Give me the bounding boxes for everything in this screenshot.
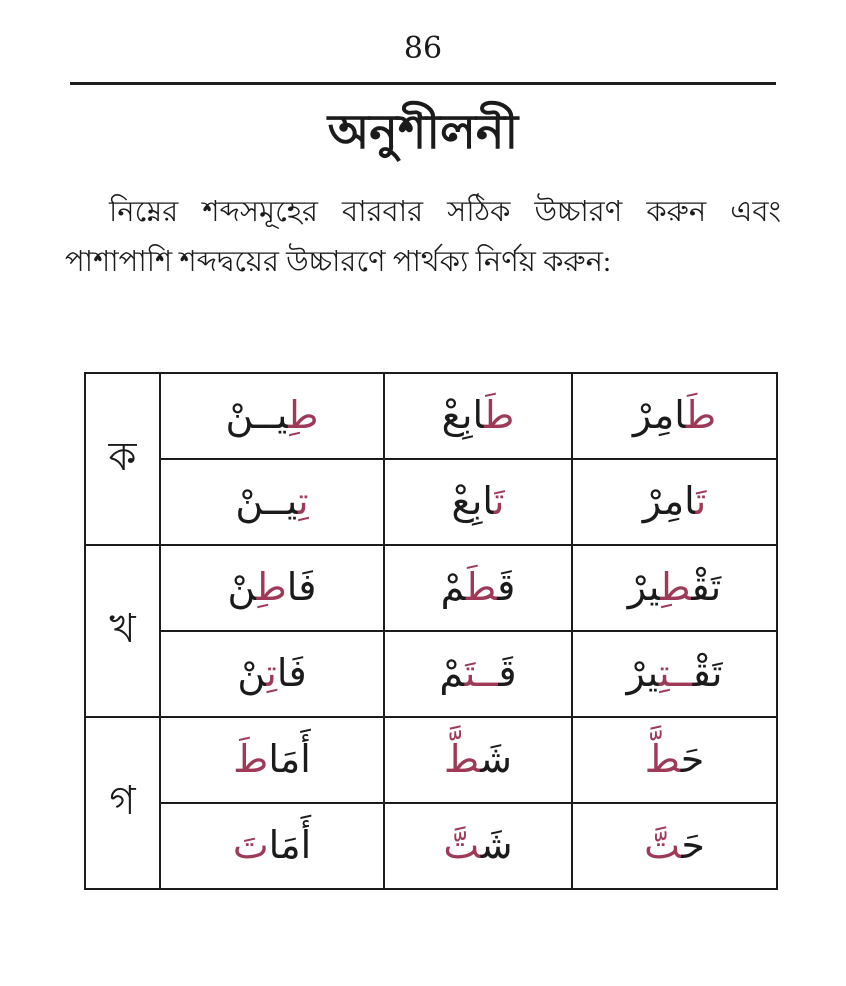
group-label-ka: ক — [85, 373, 160, 545]
arabic-word-cell: قَطَمْ — [384, 545, 572, 631]
page-number: 86 — [403, 31, 443, 66]
page-title: অনুশীলনী — [327, 106, 519, 159]
arabic-word-cell: طَامِرْ — [572, 373, 777, 459]
arabic-word-cell: قَــتَمْ — [384, 631, 572, 717]
arabic-word-cell: تِيــنْ — [160, 459, 384, 545]
table-row — [85, 545, 777, 631]
table-row — [85, 717, 777, 803]
arabic-word-cell: أَمَاتَ — [160, 803, 384, 889]
arabic-word-cell: شَتَّ — [384, 803, 572, 889]
arabic-word-cell: تَقْــتِيرْ — [572, 631, 777, 717]
arabic-word-cell: شَطَّ — [384, 717, 572, 803]
arabic-word-cell: تَابِعْ — [384, 459, 572, 545]
exercise-table-wrapper — [84, 372, 846, 890]
table-row — [85, 631, 777, 717]
arabic-word-cell: طِيــنْ — [160, 373, 384, 459]
group-label-ga: গ — [85, 717, 160, 889]
table-row — [85, 373, 777, 459]
instructions-paragraph: নিম্নের শব্দসমূহের বারবার সঠিক উচ্চারণ করুন এবং পাশাপাশি শব্দদ্বয়ের উচ্চারণে পার্থক্য নির্ণয় করুন: — [65, 195, 781, 278]
arabic-word-cell: حَطَّ — [572, 717, 777, 803]
table-row — [85, 803, 777, 889]
exercise-table — [84, 372, 778, 890]
arabic-word-cell: حَتَّ — [572, 803, 777, 889]
arabic-word-cell: فَاتِنْ — [160, 631, 384, 717]
header-rule — [70, 82, 776, 85]
arabic-word-cell: فَاطِنْ — [160, 545, 384, 631]
arabic-word-cell: تَامِرْ — [572, 459, 777, 545]
group-label-kha: খ — [85, 545, 160, 717]
arabic-word-cell: تَقْطِيرْ — [572, 545, 777, 631]
arabic-word-cell: أَمَاطَ — [160, 717, 384, 803]
table-row — [85, 459, 777, 545]
arabic-word-cell: طَابِعْ — [384, 373, 572, 459]
